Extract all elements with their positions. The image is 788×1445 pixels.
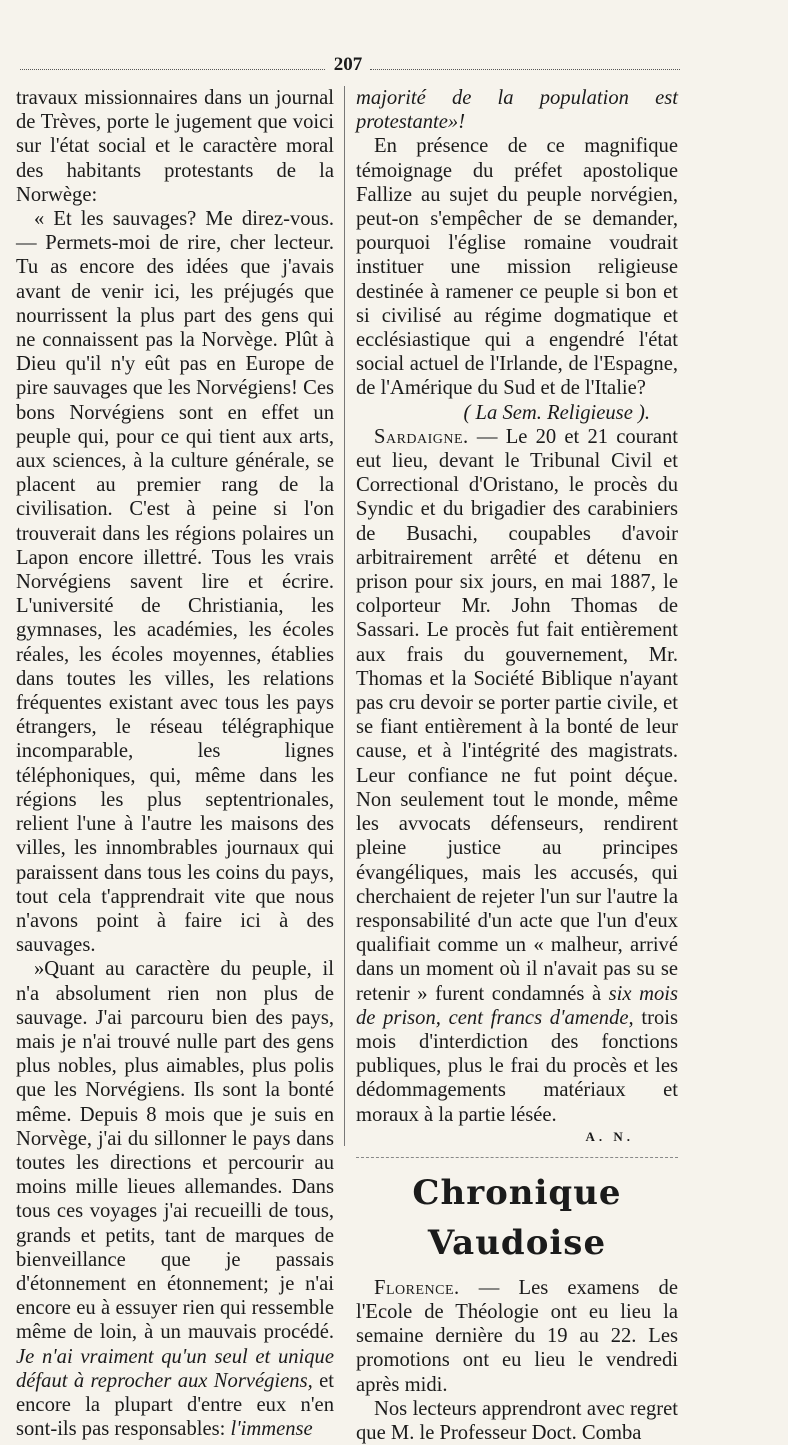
section-title: Chronique Vaudoise: [412, 1172, 622, 1263]
right-paragraph-1: majorité de la population est protestante»!: [356, 87, 678, 134]
column-divider: [344, 86, 345, 1146]
page-number: 207: [333, 54, 363, 75]
source-citation: ( La Sem. Religieuse ).: [463, 401, 650, 424]
page-header: [0, 52, 788, 78]
florence-text: — Les examens de l'Ecole de Théologie ont eu lieu la semaine dernière du 19 au 22. Les promotions ont eu lieu le vendredi après midi.: [356, 1276, 678, 1396]
signature: A. N.: [585, 1128, 634, 1144]
right-column: [356, 86, 679, 1444]
florence-label: Florence.: [374, 1276, 460, 1299]
right-paragraph-2: En présence de ce magnifique témoignage du préfet apostolique Fallize au sujet du peuple norvégien, peut-on s'empêcher de se demander, pourquoi l'église romaine voudrait instituer une mission religieuse destinée à ramener ce peuple si bon et si civilisé au régime dogmatique et ecclésiastique qui a engendré l'état social actuel de l'Irlande, de l'Espagne, de l'Amérique du Sud et de l'Italie?: [356, 135, 678, 400]
left-paragraph-3-tail: et encore la plupart d'entre eux n'en sont-ils pas responsables:: [16, 1369, 334, 1441]
section-separator: [356, 1157, 678, 1158]
header-rule-left: [20, 69, 325, 70]
sardaigne-text: — Le 20 et 21 courant eut lieu, devant le Tribunal Civil et Correctional d'Oristano, le procès du Syndic et du brigadier des carabiniers de Busachi, coupables d'avoir arbitrairement arrêté et détenu en prison pour six jours, en mai 1887, le colporteur Mr. John Thomas de Sassari. Le procès fut fait entièrement aux frais du gouvernement, Mr. Thomas et la Société Biblique n'ayant pas cru devoir se porter partie civile, et se fiant entièrement à la bonté de leur cause, et à l'intégrité des magistrats. Leur confiance ne fut point déçue. Non seulement tout le monde, même les avvocats défenseurs, rendirent pleine justice au principes évangéliques, mais les accusés, qui cherchaient de rejeter l'un sur l'autre la responsabilité d'un acte que l'un d'eux qualifiait comme un « malheur, arrivé dans un moment où il n'avait pas su se retenir » furent condamnés à: [356, 425, 678, 1005]
sardaigne-paragraph: [356, 425, 678, 1127]
florence-paragraph: [356, 1276, 678, 1397]
left-paragraph-3-end-italic: l'immense: [230, 1418, 313, 1441]
header-rule-right: [370, 69, 680, 70]
sardaigne-italic: six mois de prison, cent francs d'amende,: [356, 982, 678, 1029]
left-paragraph-1: travaux missionnaires dans un journal de Trèves, porte le jugement que voici sur l'état social et le caractère moral des habitants protestants de la Norwège:: [16, 87, 334, 206]
sardaigne-tail: trois mois d'interdiction des fonctions publiques, plus le frai du procès et les dédommagements matériaux et moraux à la partie lésée.: [356, 1006, 679, 1126]
right-last-paragraph: Nos lecteurs apprendront avec regret que M. le Professeur Doct. Comba: [356, 1397, 678, 1444]
left-column: [16, 86, 334, 1441]
left-paragraph-3: [16, 957, 334, 1441]
sardaigne-label: Sardaigne.: [374, 425, 469, 448]
left-paragraph-3-lead: »Quant au caractère du peuple, il n'a absolument rien non plus de sauvage. J'ai parcouru bien des pays, mais je n'ai trouvé nulle part des gens plus nobles, plus aimables, plus polis que les Norvégiens. Ils sont la bonté même. Depuis 8 mois que je suis en Norvège, j'ai du sillonner le pays dans toutes les directions et percourir au moins mille lieues allemandes. Dans tous ces voyages j'ai recueilli de tous, grands et petits, tant de marques de bienveillance que je passais d'étonnement en étonnement; je n'ai encore eu à essuyer rien qui ressemble même de loin, à un mauvais procédé.: [16, 958, 334, 1344]
left-paragraph-3-italic: Je n'ai vraiment qu'un seul et unique défaut à reprocher aux Norvégiens,: [16, 1345, 334, 1392]
left-paragraph-2: « Et les sauvages? Me direz-vous. — Permets-moi de rire, cher lecteur. Tu as encore des idées que j'avais avant de venir ici, les préjugés que nourrissent la plus part des gens qui ne connaissent pas la Norvège. Plût à Dieu qu'il n'y eût pas en Europe de pire sauvages que les Norvégiens! Ces bons Norvégiens sont en effet un peuple qui, pour ce qui tient aux arts, aux sciences, à la culture générale, se placent au premier rang de la civilisation. C'est à peine si l'on trouverait dans les régions polaires un Lapon encore illettré. Tous les vrais Norvégiens savent lire et écrire. L'université de Christiania, les gymnases, les académies, les écoles réales, les écoles moyennes, établies dans toutes les villes, les relations fréquentes existant avec tous les pays étrangers, le réseau télégraphique incomparable, les lignes téléphoniques, qui, même dans les régions les plus septentrionales, relient l'une à l'autre les maisons des villes, les innombrables journaux qui paraissent dans tous les coins du pays, tout cela t'apprendrait vite que nous n'avons point à faire ici à des sauvages.: [16, 208, 334, 957]
